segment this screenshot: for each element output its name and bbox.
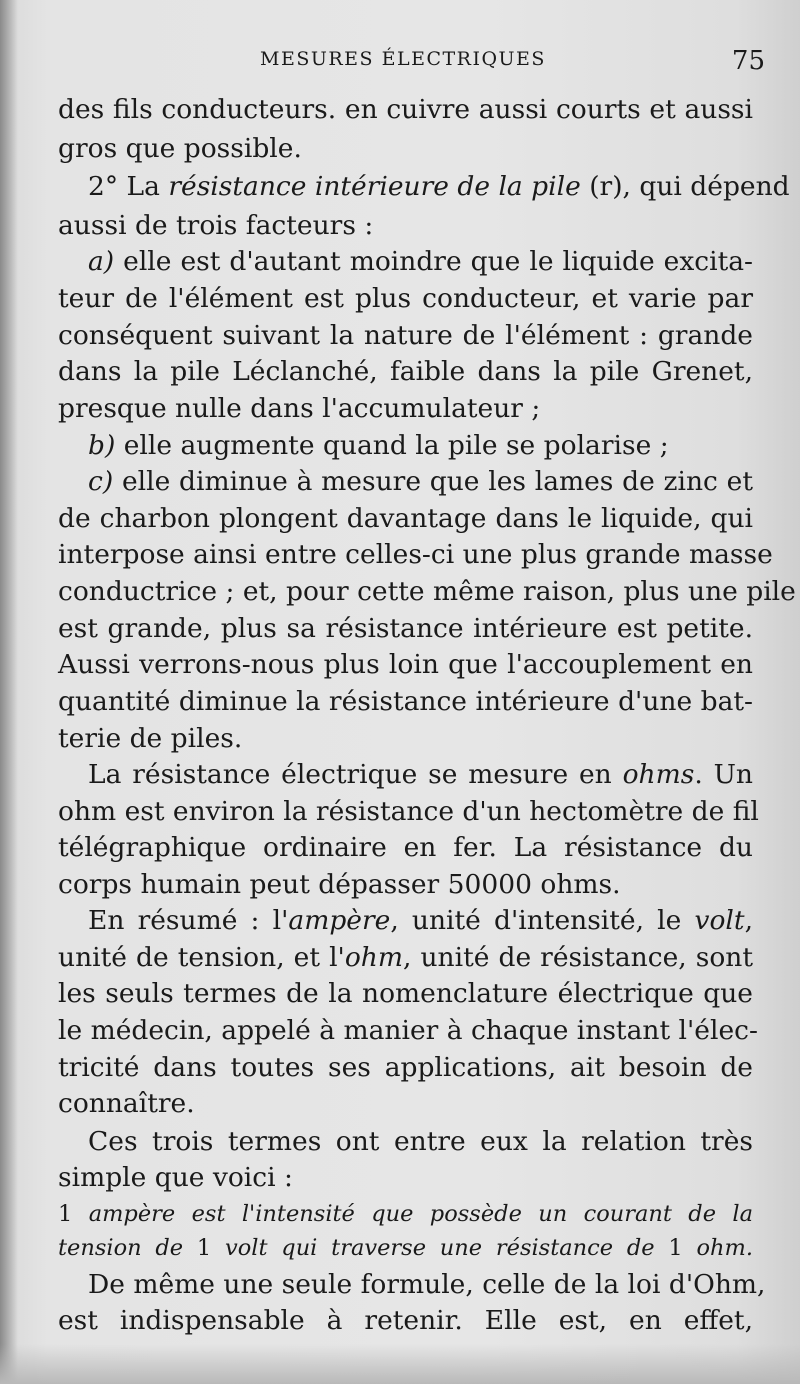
text-run: conductrice ; et, pour cette même raison, plus une pile [58,576,796,607]
text-line [58,721,753,757]
text-line [88,169,790,205]
text-run: dans la pile Léclanché, faible dans la pile Grenet, [58,356,753,387]
text-run: , [744,905,753,936]
text-run: est grande, plus sa résistance intérieure est petite. [58,613,753,644]
text-line [58,647,753,683]
text-run: de charbon plongent davantage dans le liquide, qui [58,503,753,534]
text-line [58,318,753,354]
text-line [88,757,753,793]
text-line [88,1267,766,1303]
text-line [88,1124,753,1160]
italic-text: volt [694,905,745,936]
text-line [58,1303,753,1339]
text-run: La résistance électrique se mesure en [88,759,623,790]
text-run: télégraphique ordinaire en fer. La résistance du [58,832,753,863]
text-run: De même une seule formule, celle de la loi d'Ohm, [88,1269,766,1300]
text-run: corps humain peut dépasser 50000 ohms. [58,869,621,900]
text-run: presque nulle dans l'accumulateur ; [58,393,541,424]
text-line [58,611,753,647]
text-line [58,131,753,167]
text-run: En résumé : l' [88,905,289,936]
text-line [88,464,753,500]
text-line [58,281,753,317]
text-run: elle diminue à mesure que les lames de zinc et [113,466,753,497]
text-run: aussi de trois facteurs : [58,210,374,241]
text-run: les seuls termes de la nomenclature électrique que [58,978,753,1009]
text-run: Ces trois termes ont entre eux la relation très [88,1126,753,1157]
text-line [58,976,753,1012]
text-line [58,794,759,830]
running-title: MESURES ÉLECTRIQUES [260,48,546,70]
text-run: . Un [694,759,753,790]
text-run: 1 [183,1235,226,1261]
text-line [58,537,773,573]
text-line [58,208,753,244]
page-number: 75 [731,46,765,76]
text-run: ohm est environ la résistance d'un hectomètre de fil [58,796,759,827]
text-run: elle augmente quand la pile se polarise ; [115,430,669,461]
text-run: teur de l'élément est plus conducteur, et varie par [58,283,753,314]
italic-text: ohm. [696,1235,753,1261]
text-line [58,1160,753,1196]
text-line [88,903,753,939]
text-run: (r), qui dépend [580,171,790,202]
text-run: interpose ainsi entre celles-ci une plus grande masse [58,539,773,570]
text-run: simple que voici : [58,1162,293,1193]
text-line [58,1230,753,1266]
text-run: elle est d'autant moindre que le liquide excita- [114,246,753,277]
text-line [58,92,753,128]
text-line [58,1086,753,1122]
italic-text: a) [88,246,115,277]
text-line [58,1050,753,1086]
text-run: quantité diminue la résistance intérieure d'une bat- [58,686,753,717]
text-run: tricité dans toutes ses applications, ait besoin de [58,1052,753,1083]
text-line [58,1013,758,1049]
italic-text: ohm [344,942,403,973]
text-run: gros que possible. [58,133,302,164]
italic-text: c) [88,466,114,497]
italic-text: tension de [58,1235,184,1261]
italic-text: ampère est l'intensité que possède un courant de la [88,1201,753,1227]
text-run: le médecin, appelé à manier à chaque instant l'élec- [58,1015,758,1046]
text-line [58,684,753,720]
text-run: 2° La [88,171,169,202]
text-run: des fils conducteurs. en cuivre aussi courts et aussi [58,94,753,125]
italic-text: volt qui traverse une résistance de [225,1235,655,1261]
text-run: est indispensable à retenir. Elle est, en effet, [58,1305,753,1336]
text-run: 1 [654,1235,697,1261]
text-run: connaître. [58,1088,195,1119]
text-line [58,501,753,537]
text-line [88,244,753,280]
italic-text: ampère [288,905,391,936]
text-run: unité de tension, et l' [58,942,345,973]
text-line [58,940,753,976]
text-run: conséquent suivant la nature de l'élément : grande [58,320,753,351]
text-line [58,830,753,866]
text-line [58,1196,753,1232]
text-run: , unité d'intensité, le [390,905,695,936]
text-run: 1 [58,1201,89,1227]
italic-text: ohms [622,759,695,790]
page-gutter-shadow [0,0,18,1384]
text-run: terie de piles. [58,723,243,754]
text-line [58,574,796,610]
text-line [58,354,753,390]
text-run: Aussi verrons-nous plus loin que l'accouplement en [58,649,753,680]
italic-text: résistance intérieure de la pile [168,171,581,202]
page-bottom-shadow [0,1344,800,1384]
text-run: , unité de résistance, sont [403,942,754,973]
italic-text: b) [88,430,116,461]
text-line [88,428,753,464]
text-line [58,867,753,903]
page-header [60,46,765,76]
text-line [58,391,753,427]
